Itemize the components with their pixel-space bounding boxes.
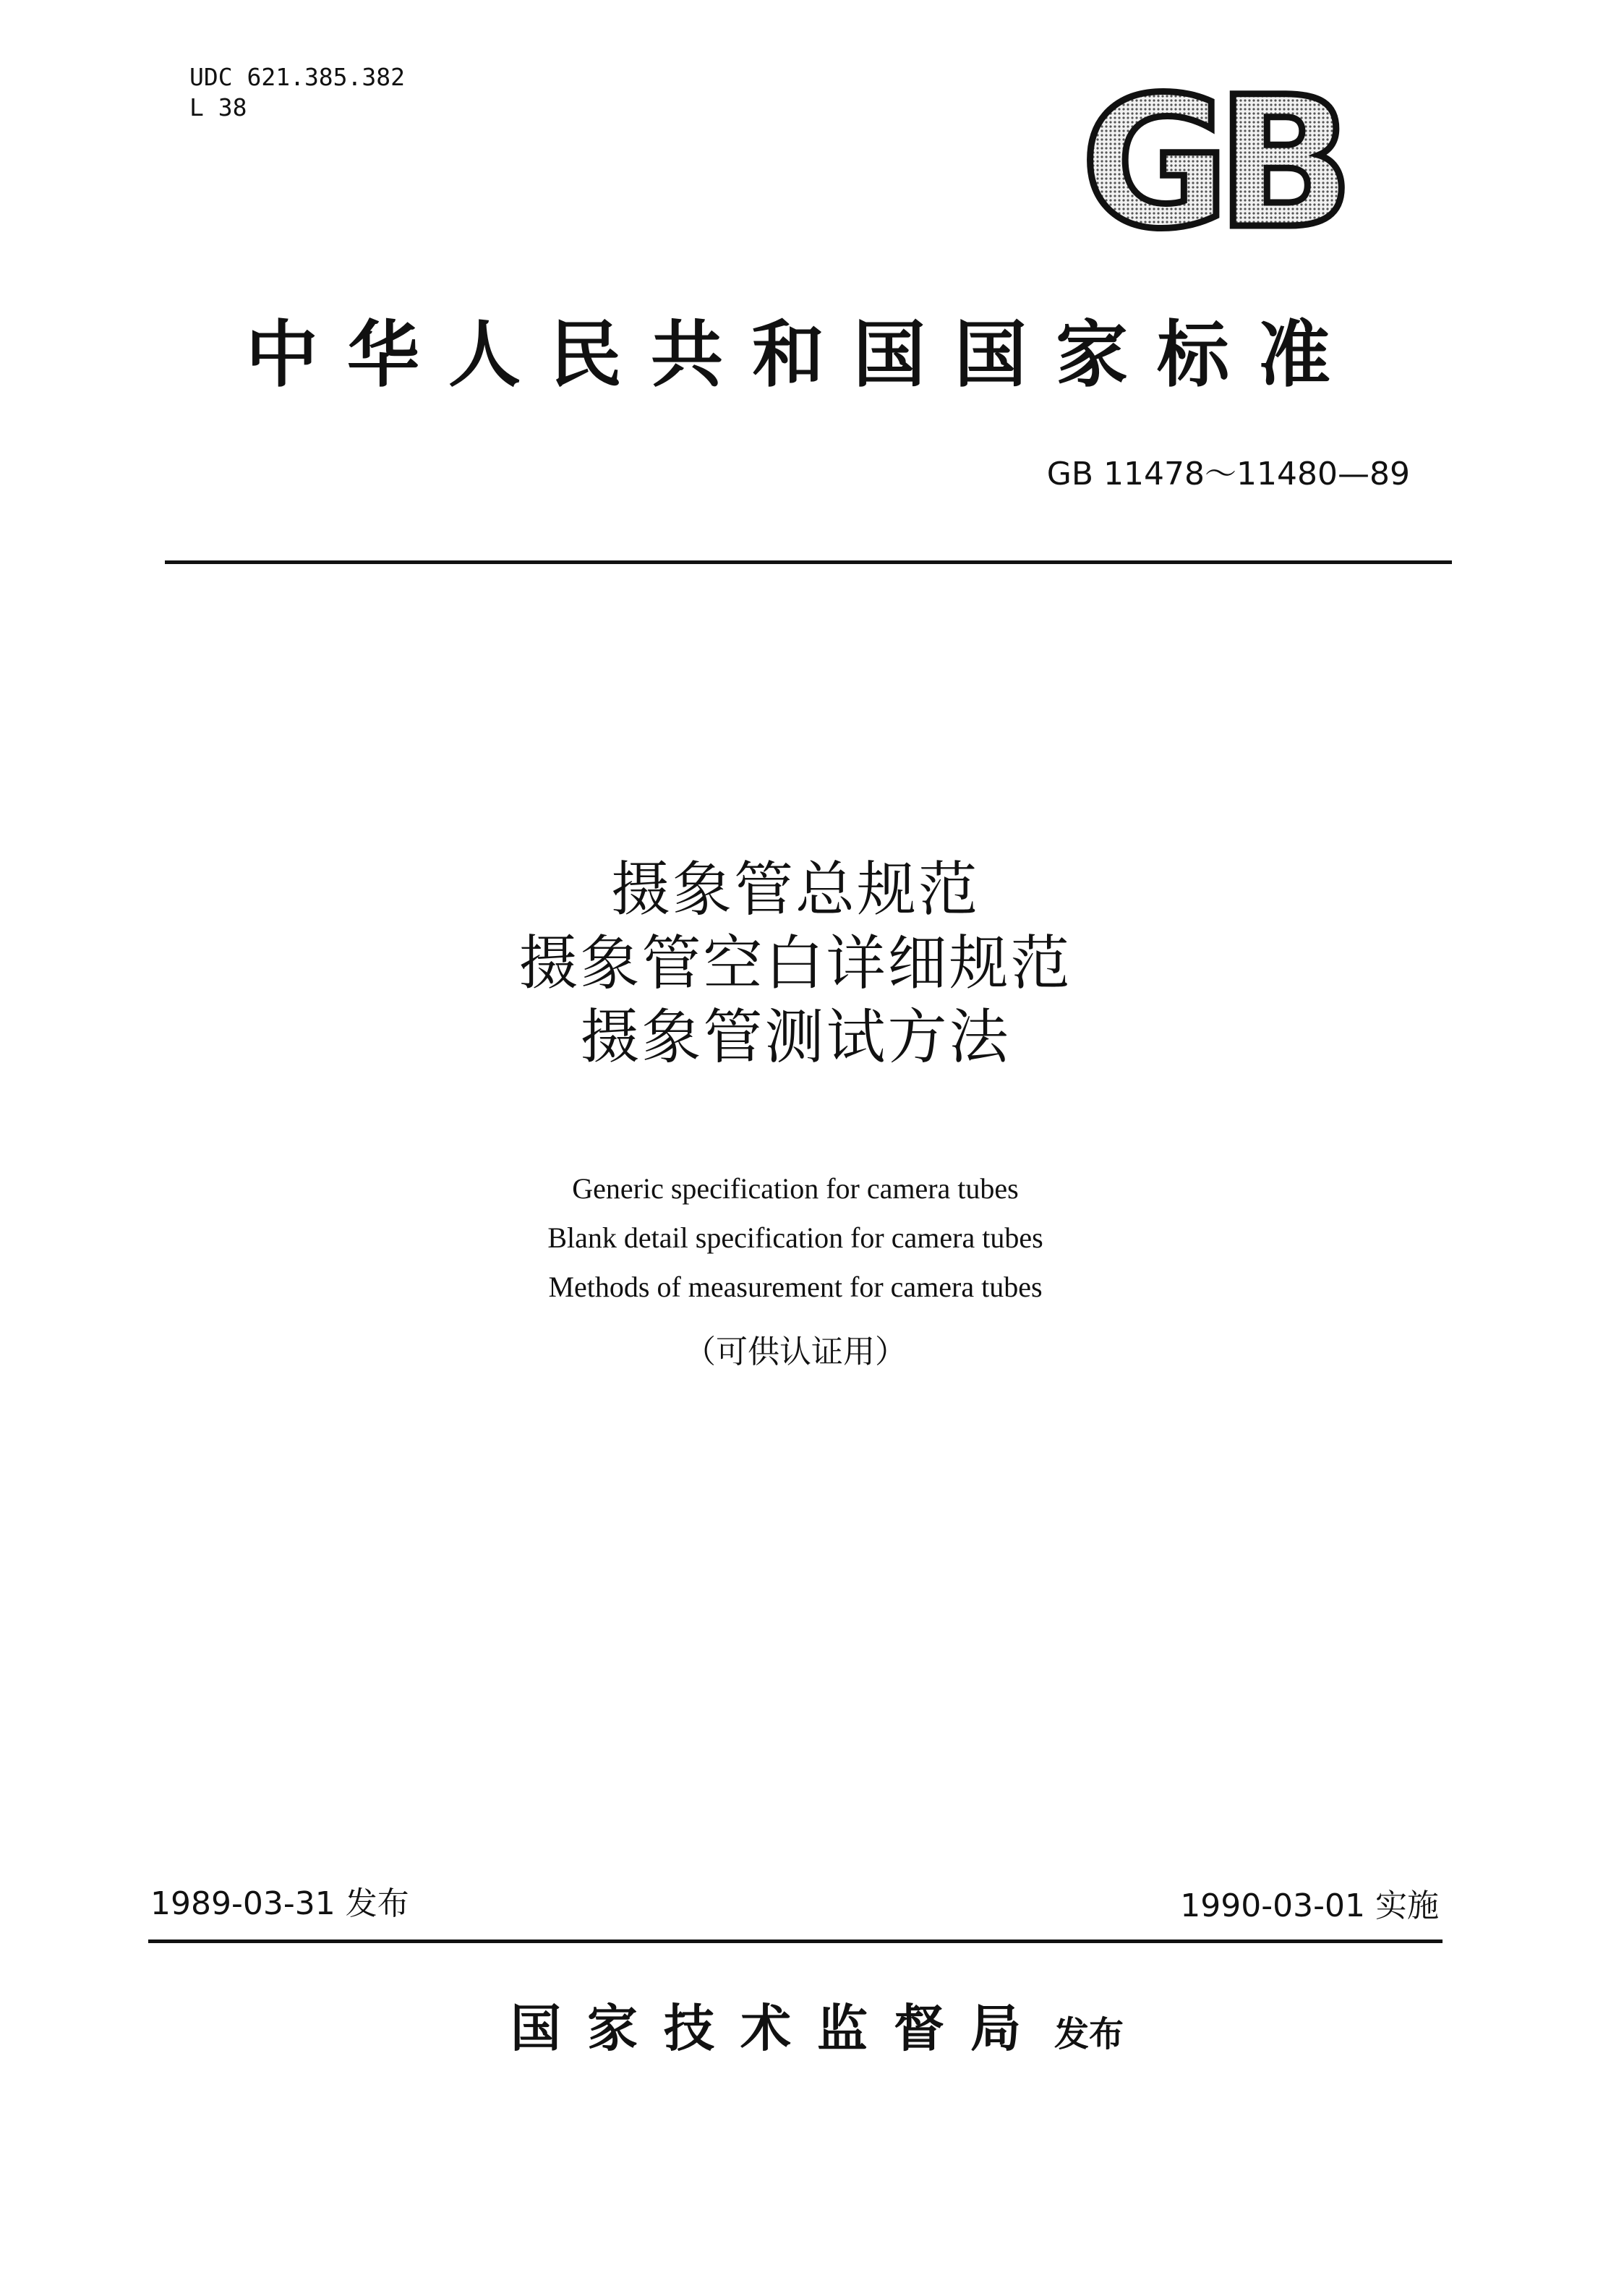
effective-date: 1990-03-01 实施 bbox=[1180, 1887, 1439, 1924]
gb-logo-text: GB bbox=[1081, 81, 1341, 247]
en-title-blank-detail: Blank detail specification for camera tubes bbox=[547, 1221, 1043, 1254]
cn-title-methods: 摄象管测试方法 bbox=[580, 1003, 1011, 1072]
class-code: L 38 bbox=[189, 93, 247, 121]
national-standard-title: 中华人民共和国国家标准 bbox=[246, 312, 1359, 397]
cn-title-blank-detail: 摄象管空白详细规范 bbox=[518, 929, 1072, 998]
en-title-generic: Generic specification for camera tubes bbox=[572, 1172, 1019, 1205]
chinese-titles bbox=[362, 853, 1229, 1075]
publisher-suffix: 发布 bbox=[1054, 2014, 1124, 2054]
publisher-org: 国家技术监督局 bbox=[510, 1998, 1047, 2058]
udc-code: UDC 621.385.382 bbox=[189, 63, 406, 91]
certification-note: （可供认证用） bbox=[684, 1333, 907, 1370]
english-titles bbox=[362, 1164, 1229, 1312]
classification-codes bbox=[189, 62, 405, 123]
top-divider bbox=[165, 560, 1452, 564]
standard-number: GB 11478～11480—89 bbox=[1046, 456, 1410, 492]
en-title-methods: Methods of measurement for camera tubes bbox=[548, 1271, 1043, 1303]
gb-logo bbox=[1052, 81, 1370, 247]
publisher bbox=[405, 1996, 1229, 2067]
bottom-divider bbox=[148, 1940, 1443, 1943]
issue-date: 1989-03-31 发布 bbox=[150, 1885, 409, 1922]
cn-title-generic: 摄象管总规范 bbox=[610, 855, 980, 924]
